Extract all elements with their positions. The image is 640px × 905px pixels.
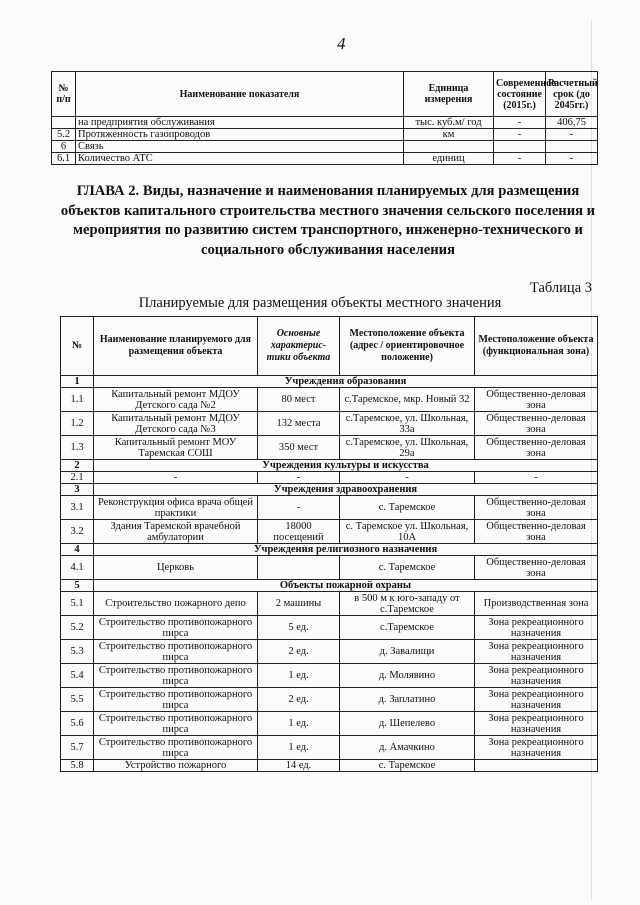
table-title: Планируемые для размещения объекты местного значения: [138, 295, 502, 311]
cell-unit: единиц: [404, 153, 494, 165]
section-num: 2: [61, 460, 94, 472]
cell-target: -: [546, 129, 598, 141]
section-title: Объекты пожарной охраны: [94, 580, 598, 592]
cell-zone: -: [475, 472, 598, 484]
header-name: Наименование показателя: [76, 72, 404, 117]
table-row: [61, 412, 598, 436]
table-row: [61, 736, 598, 760]
cell-location: в 500 м к юго-западу от с.Таремское: [340, 592, 475, 616]
planned-objects-body: [61, 376, 598, 772]
cell-zone: Зона рекреационного назначения: [475, 640, 598, 664]
cell-name: Здания Таремской врачебной амбулатории: [94, 520, 258, 544]
page-number: 4: [337, 34, 346, 53]
cell-name: Строительство противопожарного пирса: [94, 640, 258, 664]
cell-current: [494, 141, 546, 153]
planned-objects-table: [60, 316, 598, 772]
cell-name: Строительство противопожарного пирса: [94, 688, 258, 712]
cell-num: 2.1: [61, 472, 94, 484]
cell-unit: тыс. куб.м/ год: [404, 117, 494, 129]
section-title: Учреждения образования: [94, 376, 598, 388]
cell-num: 6: [52, 141, 76, 153]
cell-name: Строительство противопожарного пирса: [94, 736, 258, 760]
section-num: 4: [61, 544, 94, 556]
cell-chars: 132 места: [258, 412, 340, 436]
cell-unit: [404, 141, 494, 153]
section-num: 1: [61, 376, 94, 388]
table-row: [52, 141, 598, 153]
section-title: Учреждения культуры и искусства: [94, 460, 598, 472]
cell-name: Строительство пожарного депо: [94, 592, 258, 616]
cell-name: Строительство противопожарного пирса: [94, 616, 258, 640]
cell-zone: Общественно-деловая зона: [475, 436, 598, 460]
cell-current: -: [494, 129, 546, 141]
cell-name: Строительство противопожарного пирса: [94, 664, 258, 688]
table-row: [61, 388, 598, 412]
cell-location: д. Шепелево: [340, 712, 475, 736]
cell-name: Устройство пожарного: [94, 760, 258, 772]
cell-zone: [475, 760, 598, 772]
table-row: [61, 760, 598, 772]
cell-chars: 1 ед.: [258, 712, 340, 736]
cell-location: -: [340, 472, 475, 484]
section-row: [61, 484, 598, 496]
cell-chars: 1 ед.: [258, 664, 340, 688]
cell-chars: 1 ед.: [258, 736, 340, 760]
header-target: Расчетный срок (до 2045гг.): [546, 72, 598, 117]
planned-objects-header: [61, 317, 598, 376]
cell-zone: Зона рекреационного назначения: [475, 736, 598, 760]
cell-location: д. Амачкино: [340, 736, 475, 760]
cell-name: -: [94, 472, 258, 484]
cell-chars: 350 мест: [258, 436, 340, 460]
cell-location: с.Таремское, ул. Школьная, 33а: [340, 412, 475, 436]
section-num: 3: [61, 484, 94, 496]
cell-num: 5.3: [61, 640, 94, 664]
cell-num: 5.2: [61, 616, 94, 640]
cell-zone: Общественно-деловая зона: [475, 556, 598, 580]
cell-zone: Общественно-деловая зона: [475, 520, 598, 544]
cell-num: 1.1: [61, 388, 94, 412]
cell-num: 5.8: [61, 760, 94, 772]
table-row: [61, 712, 598, 736]
table-row: [52, 153, 598, 165]
table-row: [61, 520, 598, 544]
cell-num: 4.1: [61, 556, 94, 580]
cell-num: 5.1: [61, 592, 94, 616]
cell-name: Капитальный ремонт МДОУ Детского сада №3: [94, 412, 258, 436]
cell-chars: 14 ед.: [258, 760, 340, 772]
cell-target: -: [546, 153, 598, 165]
indicators-table: [51, 71, 598, 165]
table-row: [61, 592, 598, 616]
table-row: [61, 664, 598, 688]
table-label: Таблица 3: [529, 280, 592, 296]
cell-num: 5.5: [61, 688, 94, 712]
indicators-table-body: [52, 117, 598, 165]
cell-num: 5.6: [61, 712, 94, 736]
table-row: [61, 688, 598, 712]
cell-current: -: [494, 153, 546, 165]
cell-num: [52, 117, 76, 129]
cell-location: д. Завалищи: [340, 640, 475, 664]
cell-name: Капитальный ремонт МОУ Таремская СОШ: [94, 436, 258, 460]
cell-target: 406,75: [546, 117, 598, 129]
cell-num: 5.4: [61, 664, 94, 688]
cell-num: 5.7: [61, 736, 94, 760]
section-title: Учреждения религиозного назначения: [94, 544, 598, 556]
table-row: [61, 472, 598, 484]
cell-num: 3.1: [61, 496, 94, 520]
cell-location: д. Заплатино: [340, 688, 475, 712]
cell-zone: Общественно-деловая зона: [475, 412, 598, 436]
cell-location: с.Таремское, ул. Школьная, 29а: [340, 436, 475, 460]
cell-location: с. Таремское: [340, 496, 475, 520]
cell-unit: км: [404, 129, 494, 141]
cell-name: Строительство противопожарного пирса: [94, 712, 258, 736]
header-zone: Местоположение объекта (функциональная зона): [475, 317, 598, 376]
cell-num: 5.2: [52, 129, 76, 141]
cell-chars: -: [258, 496, 340, 520]
cell-chars: 80 мест: [258, 388, 340, 412]
table-row: [61, 556, 598, 580]
chapter-heading: ГЛАВА 2. Виды, назначение и наименования планируемых для размещения объектов капитального строительства местного значения сельского поселения и мероприятия по развитию систем транспортного, инженерно-технического и социального обслуживания населения: [60, 183, 596, 258]
cell-zone: Общественно-деловая зона: [475, 496, 598, 520]
table-row: [61, 640, 598, 664]
cell-chars: 2 ед.: [258, 640, 340, 664]
section-num: 5: [61, 580, 94, 592]
cell-zone: Зона рекреационного назначения: [475, 712, 598, 736]
cell-name: Капитальный ремонт МДОУ Детского сада №2: [94, 388, 258, 412]
cell-location: с. Таремское: [340, 556, 475, 580]
table-row: [52, 117, 598, 129]
section-row: [61, 460, 598, 472]
section-row: [61, 376, 598, 388]
cell-name: на предприятия обслуживания: [76, 117, 404, 129]
cell-num: 6.1: [52, 153, 76, 165]
cell-location: д. Молявино: [340, 664, 475, 688]
section-row: [61, 544, 598, 556]
table-row: [52, 129, 598, 141]
cell-zone: Зона рекреационного назначения: [475, 664, 598, 688]
cell-name: Церковь: [94, 556, 258, 580]
cell-chars: -: [258, 472, 340, 484]
cell-zone: Зона рекреационного назначения: [475, 616, 598, 640]
cell-name: Связь: [76, 141, 404, 153]
cell-location: с. Таремское ул. Школьная, 10А: [340, 520, 475, 544]
cell-num: 1.3: [61, 436, 94, 460]
cell-location: с.Таремское, мкр. Новый 32: [340, 388, 475, 412]
cell-zone: Зона рекреационного назначения: [475, 688, 598, 712]
header-current: Современное состояние (2015г.): [494, 72, 546, 117]
cell-chars: 5 ед.: [258, 616, 340, 640]
cell-name: Количество АТС: [76, 153, 404, 165]
section-row: [61, 580, 598, 592]
cell-target: [546, 141, 598, 153]
cell-chars: 2 ед.: [258, 688, 340, 712]
cell-num: 1.2: [61, 412, 94, 436]
cell-chars: 18000 посещений: [258, 520, 340, 544]
cell-location: с.Таремское: [340, 616, 475, 640]
indicators-table-header: [52, 72, 598, 117]
cell-zone: Производственная зона: [475, 592, 598, 616]
table-row: [61, 496, 598, 520]
table-row: [61, 436, 598, 460]
cell-location: с. Таремское: [340, 760, 475, 772]
cell-name: Реконструкция офиса врача общей практики: [94, 496, 258, 520]
header-num: № п/п: [52, 72, 76, 117]
cell-num: 3.2: [61, 520, 94, 544]
header-location: Местоположение объекта (адрес / ориентировочное положение): [340, 317, 475, 376]
section-title: Учреждения здравоохранения: [94, 484, 598, 496]
cell-current: -: [494, 117, 546, 129]
header-name: Наименование планируемого для размещения объекта: [94, 317, 258, 376]
table-row: [61, 616, 598, 640]
cell-chars: 2 машины: [258, 592, 340, 616]
cell-chars: [258, 556, 340, 580]
header-num: №: [61, 317, 94, 376]
header-chars: Основные характерис-тики объекта: [258, 317, 340, 376]
cell-name: Протяженность газопроводов: [76, 129, 404, 141]
header-unit: Единица измерения: [404, 72, 494, 117]
cell-zone: Общественно-деловая зона: [475, 388, 598, 412]
